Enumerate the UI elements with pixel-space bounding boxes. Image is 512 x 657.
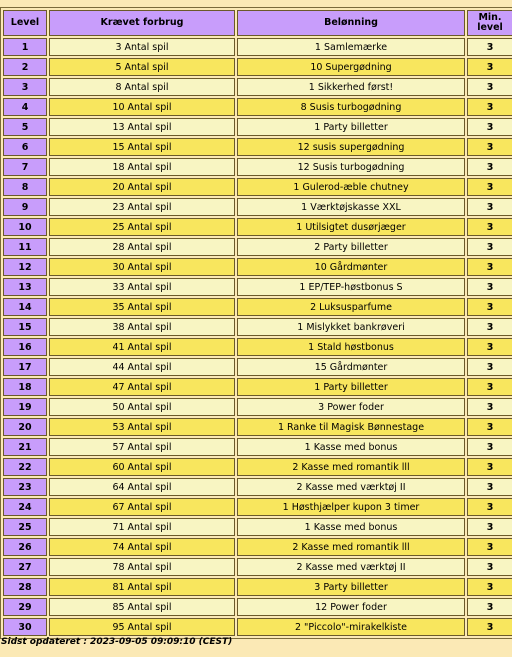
level-cell: 2 [3,58,47,76]
min-level-cell: 3 [467,578,512,596]
min-level-cell: 3 [467,238,512,256]
required-cell: 57 Antal spil [49,438,235,456]
reward-cell: 1 Værktøjskasse XXL [237,198,465,216]
level-cell: 3 [3,78,47,96]
min-level-cell: 3 [467,458,512,476]
reward-cell: 2 Kasse med romantik lll [237,458,465,476]
table-row [3,298,512,316]
required-cell: 95 Antal spil [49,618,235,636]
level-cell: 28 [3,578,47,596]
level-cell: 17 [3,358,47,376]
min-level-cell: 3 [467,278,512,296]
header-required: Krævet forbrug [49,10,235,36]
table-row [3,478,512,496]
min-level-cell: 3 [467,438,512,456]
min-level-cell: 3 [467,198,512,216]
min-level-cell: 3 [467,138,512,156]
reward-cell: 10 Supergødning [237,58,465,76]
required-cell: 64 Antal spil [49,478,235,496]
level-cell: 24 [3,498,47,516]
reward-cell: 12 Susis turbogødning [237,158,465,176]
min-level-cell: 3 [467,98,512,116]
reward-cell: 12 Power foder [237,598,465,616]
table-row [3,118,512,136]
level-cell: 23 [3,478,47,496]
min-level-cell: 3 [467,618,512,636]
min-level-cell: 3 [467,478,512,496]
level-cell: 29 [3,598,47,616]
table-row [3,578,512,596]
min-level-cell: 3 [467,218,512,236]
required-cell: 8 Antal spil [49,78,235,96]
required-cell: 35 Antal spil [49,298,235,316]
reward-cell: 1 Stald høstbonus [237,338,465,356]
min-level-cell: 3 [467,58,512,76]
level-cell: 5 [3,118,47,136]
min-level-cell: 3 [467,358,512,376]
min-level-cell: 3 [467,78,512,96]
required-cell: 38 Antal spil [49,318,235,336]
table-row [3,138,512,156]
reward-cell: 15 Gårdmønter [237,358,465,376]
required-cell: 15 Antal spil [49,138,235,156]
min-level-cell: 3 [467,318,512,336]
required-cell: 28 Antal spil [49,238,235,256]
reward-cell: 1 Party billetter [237,378,465,396]
reward-cell: 2 Party billetter [237,238,465,256]
level-cell: 10 [3,218,47,236]
table-row [3,358,512,376]
required-cell: 18 Antal spil [49,158,235,176]
table-row [3,378,512,396]
min-level-cell: 3 [467,418,512,436]
table-row [3,258,512,276]
rewards-table [0,7,512,639]
table-row [3,38,512,56]
level-cell: 27 [3,558,47,576]
level-cell: 15 [3,318,47,336]
level-cell: 11 [3,238,47,256]
reward-cell: 2 Kasse med romantik lll [237,538,465,556]
reward-cell: 1 Kasse med bonus [237,438,465,456]
level-cell: 30 [3,618,47,636]
reward-cell: 1 Party billetter [237,118,465,136]
required-cell: 25 Antal spil [49,218,235,236]
min-level-cell: 3 [467,398,512,416]
required-cell: 53 Antal spil [49,418,235,436]
required-cell: 78 Antal spil [49,558,235,576]
table-row [3,58,512,76]
table-row [3,538,512,556]
table-row [3,238,512,256]
reward-cell: 1 Kasse med bonus [237,518,465,536]
level-cell: 25 [3,518,47,536]
level-cell: 16 [3,338,47,356]
level-cell: 13 [3,278,47,296]
table-row [3,318,512,336]
table-row [3,598,512,616]
level-cell: 19 [3,398,47,416]
level-cell: 9 [3,198,47,216]
reward-cell: 2 Luksusparfume [237,298,465,316]
table-row [3,78,512,96]
reward-cell: 2 Kasse med værktøj II [237,478,465,496]
required-cell: 50 Antal spil [49,398,235,416]
min-level-cell: 3 [467,258,512,276]
table-header-row [3,10,512,36]
table-row [3,338,512,356]
table-row [3,418,512,436]
header-level: Level [3,10,47,36]
level-cell: 22 [3,458,47,476]
rewards-table-container [0,7,512,639]
level-cell: 6 [3,138,47,156]
min-level-cell: 3 [467,118,512,136]
required-cell: 33 Antal spil [49,278,235,296]
level-cell: 18 [3,378,47,396]
min-level-cell: 3 [467,598,512,616]
reward-cell: 1 Gulerod-æble chutney [237,178,465,196]
min-level-cell: 3 [467,498,512,516]
table-row [3,518,512,536]
min-level-cell: 3 [467,298,512,316]
required-cell: 3 Antal spil [49,38,235,56]
level-cell: 8 [3,178,47,196]
min-level-cell: 3 [467,378,512,396]
required-cell: 20 Antal spil [49,178,235,196]
min-level-cell: 3 [467,178,512,196]
level-cell: 14 [3,298,47,316]
reward-cell: 2 Kasse med værktøj II [237,558,465,576]
required-cell: 44 Antal spil [49,358,235,376]
header-reward: Belønning [237,10,465,36]
required-cell: 85 Antal spil [49,598,235,616]
reward-cell: 8 Susis turbogødning [237,98,465,116]
required-cell: 30 Antal spil [49,258,235,276]
level-cell: 1 [3,38,47,56]
table-row [3,558,512,576]
header-min-level: Min. level [467,10,512,36]
min-level-cell: 3 [467,518,512,536]
reward-cell: 1 Sikkerhed først! [237,78,465,96]
reward-cell: 1 EP/TEP-høstbonus S [237,278,465,296]
reward-cell: 1 Samlemærke [237,38,465,56]
table-row [3,218,512,236]
required-cell: 13 Antal spil [49,118,235,136]
table-row [3,458,512,476]
reward-cell: 2 "Piccolo"-mirakelkiste [237,618,465,636]
required-cell: 74 Antal spil [49,538,235,556]
min-level-cell: 3 [467,538,512,556]
required-cell: 71 Antal spil [49,518,235,536]
reward-cell: 3 Power foder [237,398,465,416]
table-row [3,278,512,296]
table-row [3,498,512,516]
table-row [3,398,512,416]
required-cell: 41 Antal spil [49,338,235,356]
last-updated-text: Sidst opdateret : 2023-09-05 09:09:10 (CEST) [1,637,233,647]
level-cell: 4 [3,98,47,116]
min-level-cell: 3 [467,158,512,176]
table-row [3,158,512,176]
required-cell: 5 Antal spil [49,58,235,76]
level-cell: 12 [3,258,47,276]
level-cell: 26 [3,538,47,556]
level-cell: 20 [3,418,47,436]
reward-cell: 1 Mislykket bankrøveri [237,318,465,336]
required-cell: 81 Antal spil [49,578,235,596]
level-cell: 21 [3,438,47,456]
level-cell: 7 [3,158,47,176]
table-row [3,98,512,116]
required-cell: 60 Antal spil [49,458,235,476]
min-level-cell: 3 [467,338,512,356]
required-cell: 47 Antal spil [49,378,235,396]
min-level-cell: 3 [467,558,512,576]
reward-cell: 12 susis supergødning [237,138,465,156]
reward-cell: 1 Ranke til Magisk Bønnestage [237,418,465,436]
table-row [3,198,512,216]
table-row [3,618,512,636]
required-cell: 23 Antal spil [49,198,235,216]
table-row [3,438,512,456]
table-row [3,178,512,196]
reward-cell: 1 Høsthjælper kupon 3 timer [237,498,465,516]
min-level-cell: 3 [467,38,512,56]
required-cell: 10 Antal spil [49,98,235,116]
reward-cell: 3 Party billetter [237,578,465,596]
required-cell: 67 Antal spil [49,498,235,516]
reward-cell: 10 Gårdmønter [237,258,465,276]
reward-cell: 1 Utilsigtet dusørjæger [237,218,465,236]
